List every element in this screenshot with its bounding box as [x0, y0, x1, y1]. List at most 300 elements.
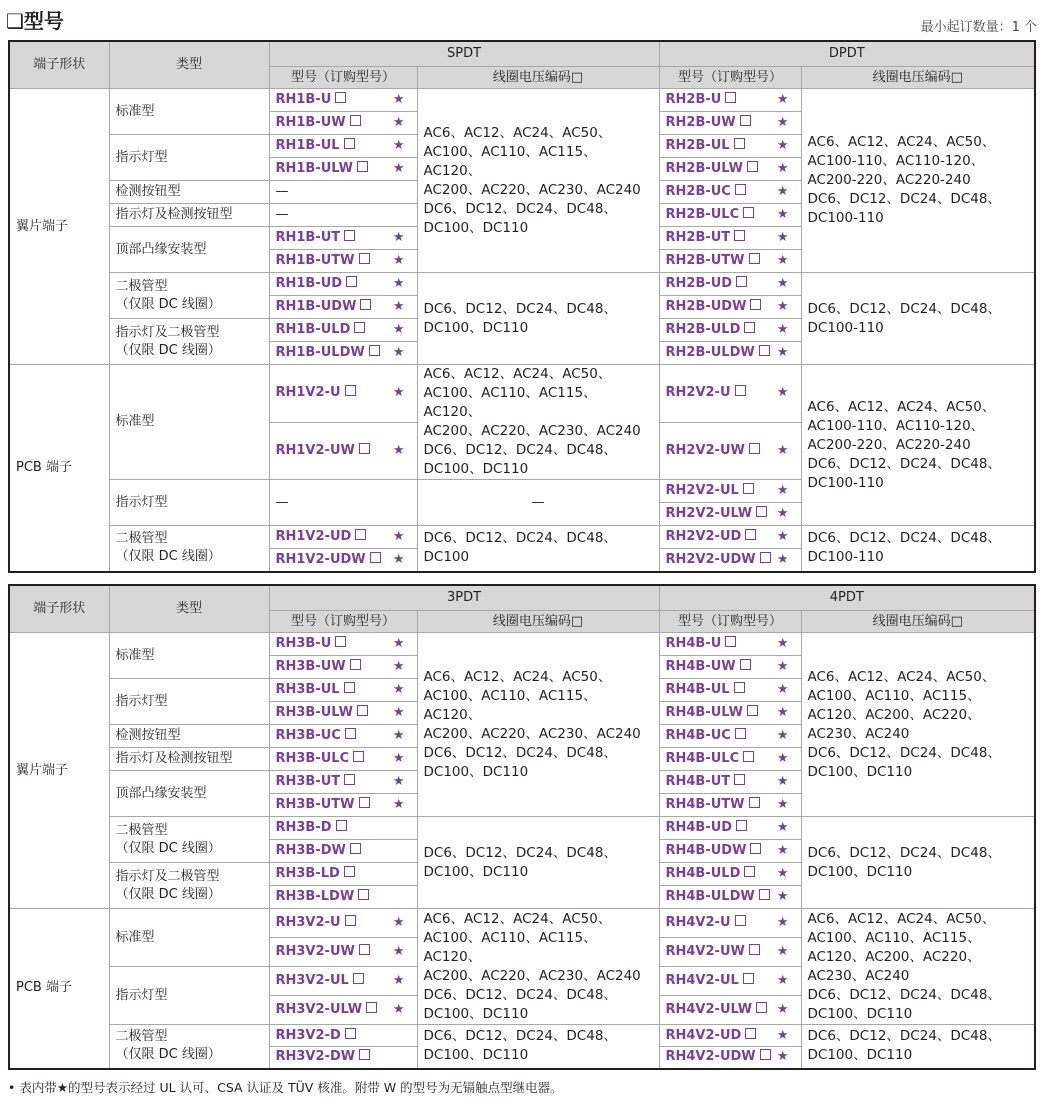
model-number: RH4B-UL [665, 682, 730, 697]
model-cell [269, 886, 417, 909]
voltage-code-box [736, 276, 747, 287]
model-number: RH1B-ULDW [275, 345, 365, 360]
voltage-list: DC6、DC12、DC24、DC48、 DC100、DC110 [417, 817, 659, 909]
model-cell [269, 480, 417, 526]
voltage-code-box [743, 751, 754, 762]
model-table-3pdt-4pdt [8, 584, 1036, 1070]
col-model-a: 型号（订购型号） [269, 611, 417, 633]
model-number: RH2B-UDW [665, 299, 747, 314]
model-number: RH3V2-ULW [275, 1002, 363, 1017]
model-cell [659, 342, 801, 365]
model-cell [659, 112, 801, 135]
star-icon: ★ [392, 551, 405, 567]
type-label: 检测按钮型 [109, 725, 269, 748]
model-number: RH1B-ULD [275, 322, 351, 337]
model-cell [269, 296, 417, 319]
model-cell [269, 817, 417, 840]
voltage-code-box [350, 659, 361, 670]
star-icon: ★ [776, 385, 789, 401]
model-number: RH3B-UT [275, 774, 341, 789]
star-icon: ★ [392, 253, 405, 268]
model-cell [659, 840, 801, 863]
model-number: RH3B-ULC [275, 751, 350, 766]
voltage-code-box [744, 322, 755, 333]
voltage-code-box [734, 774, 745, 785]
voltage-code-box [350, 843, 361, 854]
star-icon: ★ [776, 705, 789, 720]
type-label: 二极管型 （仅限 DC 线圈） [109, 526, 269, 572]
voltage-code-box [735, 184, 746, 195]
col-terminal: 端子形状 [9, 585, 109, 633]
model-cell [269, 748, 417, 771]
model-number: RH1B-UL [275, 138, 340, 153]
not-available: — [275, 494, 289, 510]
star-icon: ★ [392, 115, 405, 130]
terminal-label: PCB 端子 [9, 365, 109, 572]
model-number: RH1V2-U [275, 385, 341, 401]
voltage-list: DC6、DC12、DC24、DC48、 DC100、DC110 [801, 1025, 1035, 1069]
model-number: RH3V2-UL [275, 973, 349, 988]
footnote: • 表内带★的型号表示经过 UL 认可、CSA 认证及 TÜV 核准。附带 W 的型号为无镉触点型继电器。 [8, 1080, 563, 1095]
voltage-list: AC6、AC12、AC24、AC50、 AC100-110、AC110-120、 AC200-220、AC220-240 DC6、DC12、DC24、DC48、 DC100-110 [801, 89, 1035, 273]
type-label: 指示灯及二极管型 （仅限 DC 线圈） [109, 319, 269, 365]
voltage-code-box [336, 820, 347, 831]
star-icon: ★ [392, 299, 405, 314]
star-icon: ★ [776, 184, 789, 199]
model-number: RH4B-UDW [665, 843, 747, 858]
model-number: RH2B-UC [665, 184, 731, 199]
star-icon: ★ [776, 915, 789, 930]
voltage-code-box [335, 92, 346, 103]
voltage-list: DC6、DC12、DC24、DC48、 DC100、DC110 [801, 817, 1035, 909]
star-icon: ★ [776, 207, 789, 222]
star-icon: ★ [392, 161, 405, 176]
voltage-code-box [734, 682, 745, 693]
star-icon: ★ [776, 299, 789, 314]
model-cell [659, 319, 801, 342]
voltage-code-box [357, 161, 368, 172]
model-number: RH3B-UL [275, 682, 340, 697]
model-number: RH2V2-U [665, 385, 731, 401]
star-icon: ★ [776, 529, 789, 544]
type-label: 标准型 [109, 909, 269, 967]
voltage-code-box [350, 115, 361, 126]
voltage-code-box [359, 944, 370, 955]
voltage-code-box [344, 866, 355, 877]
voltage-list: AC6、AC12、AC24、AC50、 AC100、AC110、AC115、AC120、 AC200、AC220、AC230、AC240 DC6、DC12、DC24、DC48、 DC100、DC110 [417, 633, 659, 817]
col-type: 类型 [109, 585, 269, 633]
model-number: RH4V2-U [665, 915, 731, 930]
voltage-code-box [360, 299, 371, 310]
section-title: ❑型号 [6, 9, 64, 33]
model-number: RH4B-U [665, 636, 722, 651]
voltage-code-box [359, 443, 370, 454]
voltage-code-box [345, 728, 356, 739]
voltage-code-box [354, 322, 365, 333]
voltage-code-box [353, 973, 364, 984]
voltage-list: DC6、DC12、DC24、DC48、 DC100、DC110 [417, 273, 659, 365]
model-cell [659, 702, 801, 725]
star-icon: ★ [776, 944, 789, 959]
model-number: RH2V2-ULW [665, 506, 753, 521]
model-cell [659, 526, 801, 549]
model-number: RH2B-UTW [665, 253, 745, 268]
voltage-code-box [725, 92, 736, 103]
voltage-code-box [745, 529, 756, 540]
model-cell [269, 250, 417, 273]
model-number: RH3B-LDW [275, 889, 355, 904]
star-icon: ★ [776, 551, 789, 567]
model-number: RH3B-LD [275, 866, 340, 881]
type-label: 二极管型 （仅限 DC 线圈） [109, 273, 269, 319]
voltage-code-box [370, 552, 381, 563]
model-cell [269, 679, 417, 702]
model-cell [269, 938, 417, 967]
model-cell [269, 702, 417, 725]
voltage-list: — [417, 480, 659, 526]
col-voltage-a: 线圈电压编码□ [417, 67, 659, 89]
model-number: RH4B-ULW [665, 705, 743, 720]
voltage-code-box [725, 636, 736, 647]
voltage-code-box [743, 207, 754, 218]
model-number: RH1B-UTW [275, 253, 355, 268]
model-number: RH4B-UW [665, 659, 736, 674]
voltage-code-box [355, 529, 366, 540]
col-model-b: 型号（订购型号） [659, 611, 801, 633]
col-model-a: 型号（订购型号） [269, 67, 417, 89]
star-icon: ★ [776, 774, 789, 789]
model-cell [659, 422, 801, 480]
model-cell [659, 656, 801, 679]
type-label: 指示灯型 [109, 679, 269, 725]
model-cell [269, 204, 417, 227]
model-number: RH4B-ULC [665, 751, 740, 766]
voltage-list: DC6、DC12、DC24、DC48、 DC100-110 [801, 273, 1035, 365]
model-number: RH2B-ULC [665, 207, 740, 222]
col-voltage-b: 线圈电压编码□ [801, 67, 1035, 89]
star-icon: ★ [392, 230, 405, 245]
model-number: RH1V2-UDW [275, 551, 366, 567]
model-cell [659, 748, 801, 771]
voltage-code-box [760, 552, 771, 563]
type-label: 标准型 [109, 89, 269, 135]
voltage-code-box [750, 299, 761, 310]
voltage-code-box [344, 682, 355, 693]
voltage-code-box [353, 751, 364, 762]
star-icon: ★ [776, 973, 789, 988]
voltage-code-box [345, 915, 356, 926]
model-number: RH3B-D [275, 820, 332, 835]
star-icon: ★ [776, 483, 789, 498]
model-cell [659, 365, 801, 423]
col-model-b: 型号（订购型号） [659, 67, 801, 89]
terminal-label: 翼片端子 [9, 633, 109, 909]
star-icon: ★ [776, 345, 789, 360]
model-number: RH4B-ULD [665, 866, 741, 881]
terminal-label: PCB 端子 [9, 909, 109, 1069]
section-header [6, 6, 1037, 36]
col-group-a: 3PDT [269, 585, 659, 611]
model-number: RH4B-UD [665, 820, 733, 835]
model-cell [659, 794, 801, 817]
star-icon: ★ [776, 161, 789, 176]
model-number: RH1B-UW [275, 115, 346, 130]
voltage-code-box [749, 944, 760, 955]
model-cell [269, 840, 417, 863]
star-icon: ★ [392, 774, 405, 789]
star-icon: ★ [392, 385, 405, 401]
voltage-code-box [357, 705, 368, 716]
col-group-b: DPDT [659, 41, 1035, 67]
star-icon: ★ [776, 276, 789, 291]
star-icon: ★ [776, 322, 789, 337]
model-cell [659, 1025, 801, 1047]
terminal-label: 翼片端子 [9, 89, 109, 365]
model-cell [659, 480, 801, 503]
voltage-code-box [346, 276, 357, 287]
voltage-code-box [759, 345, 770, 356]
star-icon: ★ [776, 751, 789, 766]
model-cell [659, 771, 801, 794]
star-icon: ★ [776, 728, 789, 743]
model-cell [659, 863, 801, 886]
star-icon: ★ [392, 944, 405, 959]
not-available: — [275, 207, 289, 222]
model-number: RH1B-ULW [275, 161, 353, 176]
not-available: — [275, 184, 289, 199]
star-icon: ★ [392, 442, 405, 458]
model-number: RH3B-UC [275, 728, 341, 743]
star-icon: ★ [392, 682, 405, 697]
voltage-code-box [735, 728, 746, 739]
voltage-code-box [359, 797, 370, 808]
model-cell [659, 227, 801, 250]
voltage-code-box [359, 1049, 370, 1060]
model-number: RH1B-UDW [275, 299, 357, 314]
voltage-code-box [734, 230, 745, 241]
type-label: 标准型 [109, 365, 269, 480]
model-number: RH3V2-DW [275, 1049, 356, 1065]
model-number: RH4V2-ULW [665, 1002, 753, 1017]
voltage-code-box [736, 820, 747, 831]
star-icon: ★ [392, 92, 405, 107]
model-number: RH4V2-UD [665, 1027, 742, 1043]
model-cell [659, 135, 801, 158]
model-number: RH3B-UTW [275, 797, 355, 812]
model-number: RH4V2-UW [665, 944, 745, 959]
col-voltage-a: 线圈电压编码□ [417, 611, 659, 633]
voltage-list: AC6、AC12、AC24、AC50、 AC100、AC110、AC115、AC120、 AC200、AC220、AC230、AC240 DC6、DC12、DC24、DC48、 DC100、DC110 [417, 365, 659, 480]
model-number: RH4B-ULDW [665, 889, 755, 904]
model-cell [269, 158, 417, 181]
model-cell [269, 89, 417, 112]
star-icon: ★ [392, 705, 405, 720]
type-label: 二极管型 （仅限 DC 线圈） [109, 817, 269, 863]
model-number: RH2B-UT [665, 230, 731, 245]
voltage-code-box [735, 915, 746, 926]
star-icon: ★ [776, 253, 789, 268]
star-icon: ★ [776, 866, 789, 881]
type-label: 指示灯型 [109, 967, 269, 1025]
model-cell [659, 181, 801, 204]
model-cell [269, 909, 417, 938]
model-table-spdt-dpdt [8, 40, 1036, 573]
type-label: 检测按钮型 [109, 181, 269, 204]
voltage-code-box [745, 1028, 756, 1039]
model-number: RH2B-UD [665, 276, 733, 291]
model-number: RH3V2-D [275, 1027, 341, 1043]
voltage-list: DC6、DC12、DC24、DC48、 DC100-110 [801, 526, 1035, 572]
voltage-code-box [743, 973, 754, 984]
model-cell [659, 158, 801, 181]
type-label: 指示灯及检测按钮型 [109, 204, 269, 227]
model-number: RH2V2-UW [665, 442, 745, 458]
col-type: 类型 [109, 41, 269, 89]
model-cell [269, 633, 417, 656]
star-icon: ★ [392, 973, 405, 988]
model-number: RH3B-ULW [275, 705, 353, 720]
model-cell [659, 996, 801, 1025]
type-label: 标准型 [109, 633, 269, 679]
voltage-code-box [760, 1049, 771, 1060]
type-label: 指示灯型 [109, 480, 269, 526]
star-icon: ★ [776, 659, 789, 674]
star-icon: ★ [392, 276, 405, 291]
model-cell [269, 967, 417, 996]
model-number: RH1B-UT [275, 230, 341, 245]
model-cell [659, 89, 801, 112]
model-cell [269, 1025, 417, 1047]
model-number: RH2B-ULD [665, 322, 741, 337]
model-number: RH4B-UC [665, 728, 731, 743]
model-cell [269, 227, 417, 250]
voltage-code-box [345, 385, 356, 396]
model-cell [269, 181, 417, 204]
voltage-code-box [743, 483, 754, 494]
model-cell [659, 273, 801, 296]
model-cell [659, 725, 801, 748]
voltage-code-box [369, 345, 380, 356]
voltage-code-box [345, 1028, 356, 1039]
model-cell [659, 549, 801, 572]
voltage-code-box [358, 889, 369, 900]
model-cell [659, 1047, 801, 1069]
model-cell [269, 112, 417, 135]
voltage-code-box [756, 506, 767, 517]
type-label: 指示灯及二极管型 （仅限 DC 线圈） [109, 863, 269, 909]
model-number: RH4B-UT [665, 774, 731, 789]
model-cell [659, 909, 801, 938]
voltage-code-box [749, 443, 760, 454]
star-icon: ★ [392, 322, 405, 337]
voltage-code-box [747, 705, 758, 716]
model-cell [269, 319, 417, 342]
star-icon: ★ [776, 682, 789, 697]
model-number: RH2B-ULDW [665, 345, 755, 360]
model-number: RH1B-UD [275, 276, 343, 291]
model-cell [269, 422, 417, 480]
model-cell [269, 135, 417, 158]
model-cell [269, 996, 417, 1025]
model-cell [659, 204, 801, 227]
model-number: RH4V2-UDW [665, 1049, 756, 1065]
voltage-list: AC6、AC12、AC24、AC50、 AC100、AC110、AC115、AC120、 AC200、AC220、AC230、AC240 DC6、DC12、DC24、DC48、 DC100、DC110 [417, 89, 659, 273]
col-voltage-b: 线圈电压编码□ [801, 611, 1035, 633]
star-icon: ★ [776, 797, 789, 812]
star-icon: ★ [392, 1002, 405, 1017]
model-cell [659, 886, 801, 909]
model-cell [659, 967, 801, 996]
type-label: 顶部凸缘安装型 [109, 227, 269, 273]
voltage-list: DC6、DC12、DC24、DC48、 DC100 [417, 526, 659, 572]
model-cell [269, 656, 417, 679]
model-cell [269, 526, 417, 549]
model-number: RH3V2-U [275, 915, 341, 930]
model-cell [659, 503, 801, 526]
type-label: 顶部凸缘安装型 [109, 771, 269, 817]
model-cell [269, 1047, 417, 1069]
model-cell [269, 794, 417, 817]
star-icon: ★ [776, 442, 789, 458]
voltage-code-box [749, 253, 760, 264]
voltage-code-box [735, 385, 746, 396]
model-cell [269, 273, 417, 296]
model-number: RH4B-UTW [665, 797, 745, 812]
star-icon: ★ [776, 1027, 789, 1043]
voltage-code-box [740, 659, 751, 670]
star-icon: ★ [392, 915, 405, 930]
model-cell [659, 633, 801, 656]
model-number: RH2V2-UDW [665, 551, 756, 567]
star-icon: ★ [776, 230, 789, 245]
model-cell [659, 938, 801, 967]
voltage-list: AC6、AC12、AC24、AC50、 AC100、AC110、AC115、 AC120、AC200、AC220、 AC230、AC240 DC6、DC12、DC24、DC48、 DC100、DC110 [801, 909, 1035, 1025]
model-number: RH1V2-UW [275, 442, 355, 458]
model-number: RH2B-ULW [665, 161, 743, 176]
star-icon: ★ [392, 751, 405, 766]
voltage-code-box [344, 774, 355, 785]
model-number: RH2B-UL [665, 138, 730, 153]
voltage-code-box [759, 889, 770, 900]
star-icon: ★ [392, 636, 405, 651]
star-icon: ★ [392, 728, 405, 743]
star-icon: ★ [776, 636, 789, 651]
model-number: RH1B-U [275, 92, 332, 107]
star-icon: ★ [392, 345, 405, 360]
star-icon: ★ [776, 1002, 789, 1017]
model-cell [269, 725, 417, 748]
model-number: RH3B-UW [275, 659, 346, 674]
voltage-code-box [756, 1002, 767, 1013]
col-group-b: 4PDT [659, 585, 1035, 611]
star-icon: ★ [392, 797, 405, 812]
star-icon: ★ [776, 889, 789, 904]
star-icon: ★ [776, 115, 789, 130]
star-icon: ★ [776, 843, 789, 858]
voltage-code-box [344, 230, 355, 241]
star-icon: ★ [392, 659, 405, 674]
voltage-code-box [749, 797, 760, 808]
star-icon: ★ [776, 92, 789, 107]
voltage-code-box [359, 253, 370, 264]
model-cell [659, 296, 801, 319]
star-icon: ★ [776, 1049, 789, 1065]
model-cell [659, 250, 801, 273]
type-label: 指示灯型 [109, 135, 269, 181]
voltage-code-box [734, 138, 745, 149]
model-number: RH3B-U [275, 636, 332, 651]
voltage-code-box [744, 866, 755, 877]
